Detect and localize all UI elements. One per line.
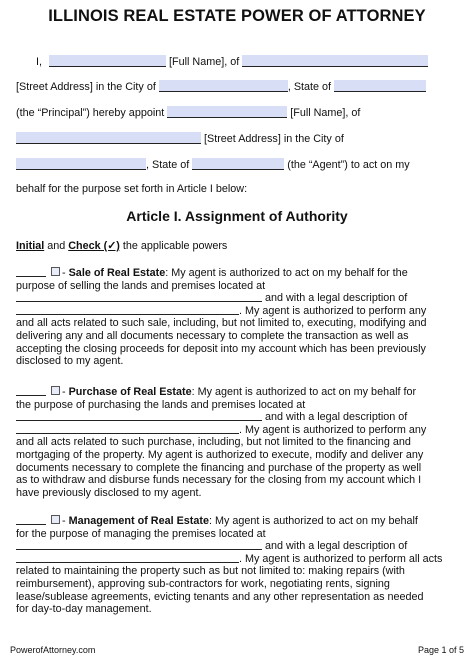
principal-address-field[interactable] — [242, 55, 428, 67]
section-line: and with a legal description of — [265, 292, 408, 305]
section-purchase: - Purchase of Real Estate: My agent is authorized to act on my behalf for the purpose of purchasing the lands and premises located at and with a legal description of . My agent is authorized to perform any and all acts related to such purchase, including, but not limited to the financing and mortgaging of the property. My agent is authorized to execute, modify and deliver any documents necessary to complete the financing and purchase of the property as well as to withdraw and disburse funds necessary for the closing from my account which I have previously disclosed to my agent. — [16, 386, 458, 499]
principal-name-field[interactable] — [49, 55, 166, 67]
section-line: mortgaging of the property. My agent is authorized to execute, modify and deliver any — [16, 448, 424, 461]
checkbox[interactable] — [51, 267, 60, 276]
section-line: as to withdraw and disburse funds necessary for the closing from my account which I — [16, 474, 422, 487]
agent-city-field[interactable] — [16, 158, 146, 170]
document-title: ILLINOIS REAL ESTATE POWER OF ATTORNEY — [48, 7, 426, 25]
legal-description-blank[interactable] — [16, 433, 239, 434]
full-name-label-1: [Full Name], of — [169, 56, 240, 68]
agent-label: (the “Agent”) to act on my — [287, 159, 410, 171]
state-label-1: , State of — [287, 81, 332, 93]
section-line: . My agent is authorized to perform all acts — [239, 552, 443, 565]
i-label: I, — [36, 56, 42, 68]
section-line: disclosed to my agent. — [16, 355, 124, 368]
section-line: . My agent is authorized to perform any — [239, 423, 427, 436]
section-title: Sale of Real Estate — [68, 267, 166, 279]
agent-state-field[interactable] — [192, 158, 284, 170]
intro-line-3 — [16, 106, 360, 120]
location-blank[interactable] — [16, 420, 262, 421]
street-address-label-2: [Street Address] in the City of — [204, 133, 344, 145]
state-label-2: , State of — [146, 159, 190, 171]
checkbox[interactable] — [51, 515, 60, 524]
instructions-rest: the applicable powers — [119, 240, 228, 252]
instructions-initial: Initial — [16, 240, 45, 252]
section-line: and all acts related to such sale, including, but not limited to, executing, modifying and — [16, 317, 427, 330]
section-sale: - Sale of Real Estate: My agent is authorized to act on my behalf for the purpose of selling the lands and premises located at and with a legal description of . My agent is authorized to perform any and all acts related to such sale, including, but not limited to, executing, modifying and delivering any and all documents necessary to complete the transaction as well as accepting the closing proceeds for deposit into my account which has been previously disclosed to my agent. — [16, 267, 458, 368]
legal-description-blank[interactable] — [16, 314, 239, 315]
principal-label: (the “Principal”) hereby appoint — [16, 107, 165, 119]
section-title: Purchase of Real Estate — [68, 386, 192, 398]
initial-blank[interactable] — [16, 276, 46, 277]
full-name-label-2: [Full Name], of — [290, 107, 361, 119]
intro-line-1 — [16, 55, 428, 69]
instructions-and: and — [44, 240, 69, 252]
section-line: : My agent is authorized to act on my behalf for — [191, 386, 417, 398]
principal-city-field[interactable] — [159, 80, 288, 92]
section-line: have previously disclosed to my agent. — [16, 486, 202, 499]
section-line: purpose of selling the lands and premises located at — [16, 279, 266, 292]
section-line: accepting the closing proceeds for deposit into my account which has been previously — [16, 342, 426, 355]
footer-page-number: Page 1 of 5 — [417, 645, 464, 655]
section-line: reimbursement), approving sub-contractors for work, negotiating rents, signing — [16, 577, 390, 590]
section-line: and all acts related to such purchase, including, but not limited to the financing and — [16, 436, 411, 449]
location-blank[interactable] — [16, 549, 262, 550]
section-line: delivering any and all documents necessary to complete the transaction as well as — [16, 329, 409, 342]
section-line: for day-to-day management. — [16, 603, 152, 616]
intro-line-6: behalf for the purpose set forth in Article I below: — [16, 183, 248, 195]
intro-line-2 — [16, 80, 426, 94]
section-line: . My agent is authorized to perform any — [239, 304, 427, 317]
instructions-check: Check (✓) — [68, 240, 120, 252]
section-line: : My agent is authorized to act on my behalf for the — [165, 267, 408, 279]
intro-line-4 — [16, 132, 344, 146]
section-management: - Management of Real Estate: My agent is authorized to act on my behalf for the purpose of managing the premises located at and with a legal description of . My agent is authorized to perform all acts related to maintaining the property such as but not limited to: making repairs (with reimbursement), approving sub-contractors for work, negotiating rents, signing lease/sublease agreements, evicting tenants and any other representation as needed for day-to-day management. — [16, 515, 458, 616]
section-line: : My agent is authorized to act on my behalf — [209, 515, 418, 527]
agent-name-field[interactable] — [167, 106, 287, 118]
street-address-label-1: [Street Address] in the City of — [16, 81, 156, 93]
section-line: and with a legal description of — [265, 411, 408, 424]
initial-blank[interactable] — [16, 395, 46, 396]
initial-blank[interactable] — [16, 524, 46, 525]
section-line: related to maintaining the property such as but not limited to: making repairs (with — [16, 565, 405, 578]
footer-brand: PowerofAttorney.com — [10, 645, 96, 655]
section-line: documents necessary to complete the financing and purchase of the property as well — [16, 461, 422, 474]
instructions — [16, 240, 227, 253]
checkbox[interactable] — [51, 386, 60, 395]
intro-line-5 — [16, 158, 410, 172]
article-heading: Article I. Assignment of Authority — [126, 208, 348, 224]
section-title: Management of Real Estate — [68, 515, 210, 527]
section-line: the purpose of purchasing the lands and premises located at — [16, 398, 306, 411]
legal-description-blank[interactable] — [16, 562, 239, 563]
agent-address-field[interactable] — [16, 132, 201, 144]
location-blank[interactable] — [16, 301, 262, 302]
section-line: for the purpose of managing the premises located at — [16, 527, 266, 540]
section-line: lease/sublease agreements, evicting tenants and any other representation as needed — [16, 590, 424, 603]
section-line: and with a legal description of — [265, 540, 408, 553]
principal-state-field[interactable] — [334, 80, 426, 92]
